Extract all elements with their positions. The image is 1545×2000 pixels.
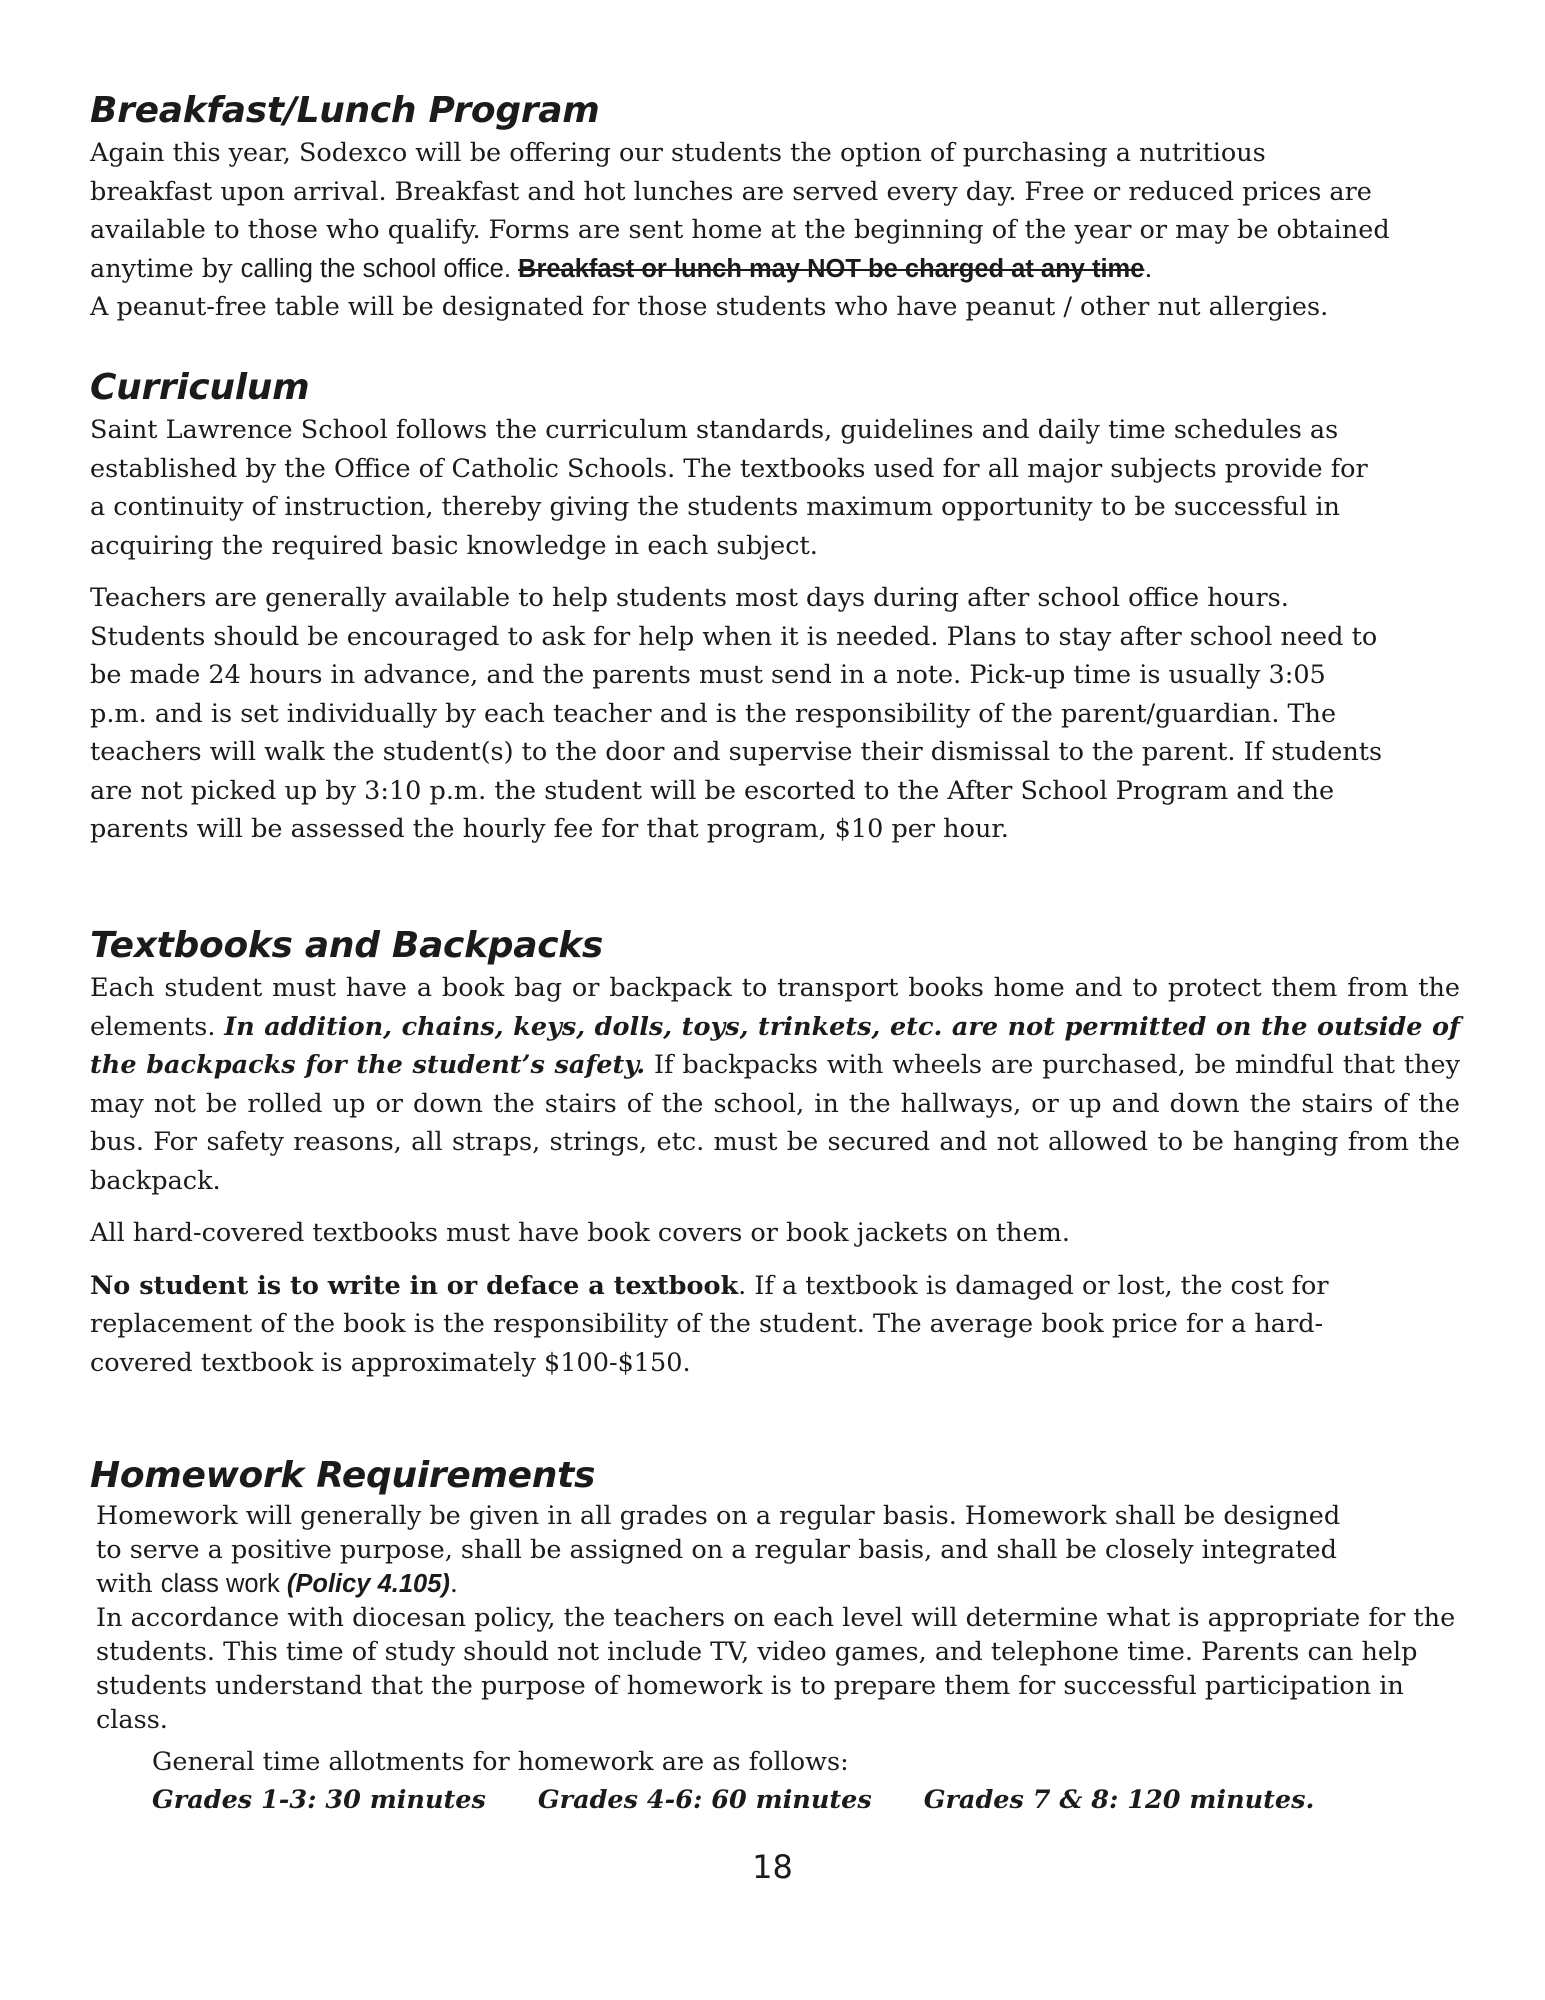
- curriculum-section: [90, 365, 1460, 849]
- backpack-text-start: Each student must have a book bag or backpack to transport books home and to protect them from the elements.: [90, 973, 1460, 1042]
- breakfast-lunch-heading: Breakfast/Lunch Program: [90, 90, 600, 131]
- breakfast-calling-text: calling the school office.: [240, 254, 519, 283]
- time-allotments: [152, 1743, 1460, 1819]
- backpack-paragraph: [90, 969, 1460, 1200]
- no-charge-notice: Breakfast or lunch may NOT be charged at any time: [518, 254, 1145, 283]
- diocesan-policy-paragraph: In accordance with diocesan policy, the teachers on each level will determine what is appropriate for the students. This time of study should not include TV, video games, and telephone time. Parents can help students understand that the purpose of homework is to prepare them for successful participation in class.: [96, 1603, 1456, 1735]
- curriculum-paragraph: Saint Lawrence School follows the curriculum standards, guidelines and daily time schedules as established by the Office of Catholic Schools. The textbooks used for all major subjects provide for a continuity of instruction, thereby giving the students maximum opportunity to be successful in acquiring the required basic knowledge in each subject.: [90, 415, 1368, 561]
- grade-allotments-row: [152, 1781, 1460, 1819]
- homework-classwork-text: class work: [160, 1570, 287, 1598]
- textbook-damage-text: . If a textbook is damaged or lost, the cost for replacement of the book is the responsibility of the student. The average book price for a hard-covered textbook is approximately $100-$150.: [90, 1270, 1329, 1378]
- homework-paragraph: [96, 1499, 1356, 1601]
- textbooks-backpacks-section: [90, 923, 1460, 1382]
- breakfast-paragraph: [90, 134, 1390, 288]
- homework-text-end: .: [449, 1569, 458, 1599]
- breakfast-paragraph-end: .: [1144, 253, 1153, 284]
- homework-heading: Homework Requirements: [90, 1455, 596, 1496]
- deface-notice: No student is to write in or deface a textbook: [90, 1270, 739, 1301]
- backpack-text-end: If backpacks with wheels are purchased, be mindful that they may not be rolled up or down the stairs of the school, in the hallways, or up and down the stairs of the bus. For safety reasons, all straps, strings, etc. must be secured and not allowed to be hanging from the backpack.: [90, 1050, 1460, 1196]
- grades-1-3-allotment: Grades 1-3: 30 minutes: [152, 1785, 486, 1815]
- textbooks-heading: Textbooks and Backpacks: [90, 925, 604, 966]
- homework-text-start: Homework will generally be given in all grades on a regular basis. Homework shall be designed to serve a positive purpose, shall be assigned on a regular basis, and shall be closely integrated with: [96, 1501, 1341, 1599]
- policy-reference: (Policy 4.105): [286, 1570, 450, 1598]
- breakfast-lunch-section: [90, 88, 1460, 327]
- homework-section: [90, 1453, 1460, 1819]
- grades-7-8-allotment: Grades 7 & 8: 120 minutes.: [923, 1785, 1315, 1815]
- backpack-safety-notice: In addition, chains, keys, dolls, toys, trinkets, etc. are not permitted on the outside of the backpacks for the student’s safety.: [90, 1011, 1460, 1080]
- grades-4-6-allotment: Grades 4-6: 60 minutes: [537, 1785, 872, 1815]
- page-number: 18: [752, 1848, 793, 1886]
- curriculum-heading: Curriculum: [90, 367, 310, 408]
- textbook-damage-paragraph: [90, 1267, 1340, 1383]
- time-allotments-intro: General time allotments for homework are as follows:: [152, 1747, 849, 1777]
- peanut-free-paragraph: A peanut-free table will be designated for those students who have peanut / other nut allergies.: [90, 292, 1329, 322]
- teacher-availability-paragraph: Teachers are generally available to help students most days during after school office hours. Students should be encouraged to ask for help when it is needed. Plans to stay after school need to be made 24 hours in advance, and the parents must send in a note. Pick-up time is usually 3:05 p.m. and is set individually by each teacher and is the responsibility of the parent/guardian. The teachers will walk the student(s) to the door and supervise their dismissal to the parent. If students are not picked up by 3:10 p.m. the student will be escorted to the After School Program and the parents will be assessed the hourly fee for that program, $10 per hour.: [90, 583, 1383, 844]
- breakfast-paragraph-text: Again this year, Sodexco will be offering our students the option of purchasing a nutritious breakfast upon arrival. Breakfast and hot lunches are served every day. Free or reduced prices are available to those who qualify. Forms are sent home at the beginning of the year or may be obtained anytime by: [90, 138, 1390, 284]
- book-covers-paragraph: All hard-covered textbooks must have book covers or book jackets on them.: [90, 1218, 1070, 1248]
